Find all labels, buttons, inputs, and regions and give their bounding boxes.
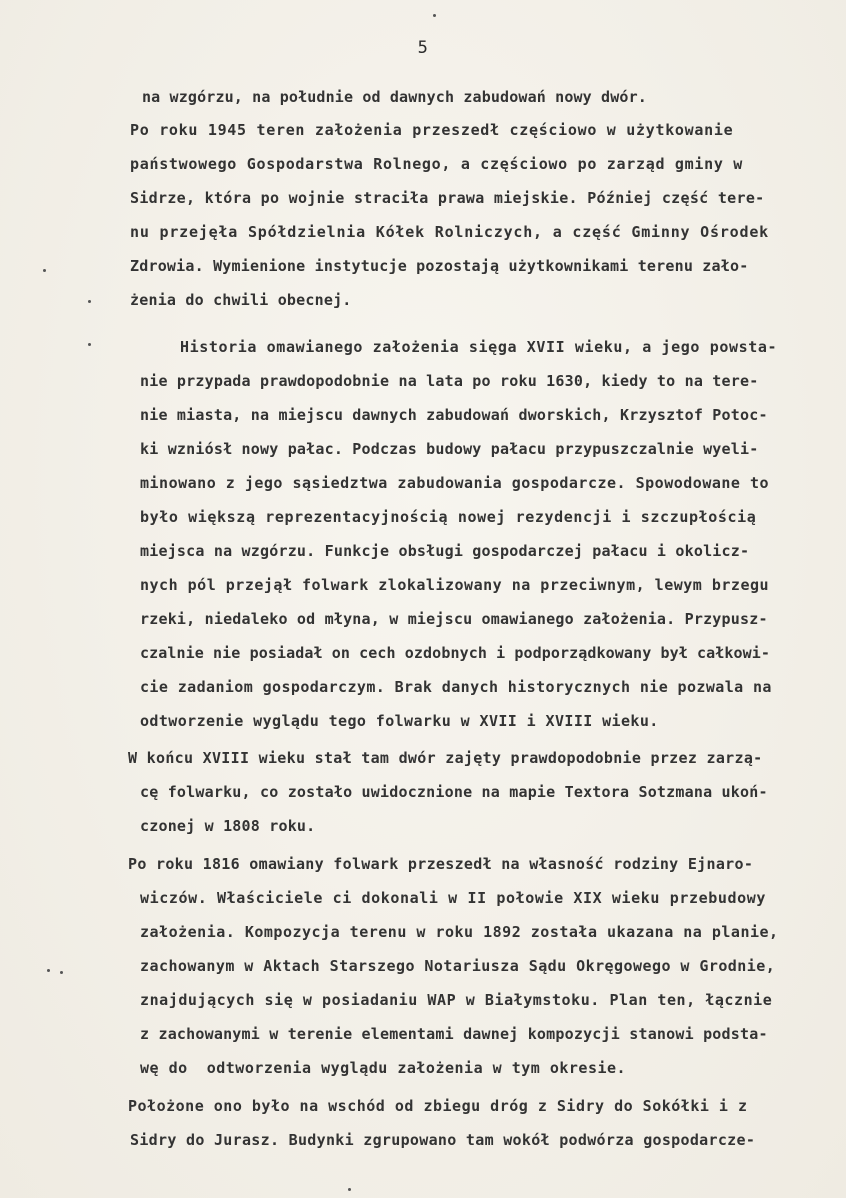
text-line: cę folwarku, co zostało uwidocznione na mapie Textora Sotzmana ukoń- (140, 783, 768, 801)
text-line: nie miasta, na miejscu dawnych zabudowań dworskich, Krzysztof Potoc- (140, 406, 768, 424)
text-line: czalnie nie posiadał on cech ozdobnych i podporządkowany był całkowi- (140, 644, 771, 662)
text-line: nu przejęła Spółdzielnia Kółek Rolniczych, a część Gminny Ośrodek (130, 223, 769, 241)
text-line: Sidry do Jurasz. Budynki zgrupowano tam wokół podwórza gospodarcze- (130, 1131, 756, 1149)
text-line: ki wzniósł nowy pałac. Podczas budowy pałacu przypuszczalnie wyeli- (140, 440, 759, 458)
text-line: czonej w 1808 roku. (140, 817, 316, 835)
text-line: miejsca na wzgórzu. Funkcje obsługi gospodarczej pałacu i okolicz- (140, 542, 750, 560)
text-line: W końcu XVIII wieku stał tam dwór zajęty prawdopodobnie przez zarzą- (128, 749, 763, 767)
paper-speck (88, 343, 91, 346)
text-line: było większą reprezentacyjnością nowej rezydencji i szczupłością (140, 508, 757, 526)
text-line: Po roku 1945 teren założenia przeszedł częściowo w użytkowanie (130, 121, 734, 139)
text-line: Sidrze, która po wojnie straciła prawa miejskie. Później część tere- (130, 189, 765, 207)
paper-speck (348, 1188, 351, 1191)
page-number: 5 (417, 38, 429, 58)
text-line: wę do odtworzenia wyglądu założenia w tym okresie. (140, 1059, 627, 1077)
text-line: państwowego Gospodarstwa Rolnego, a częściowo po zarząd gminy w (130, 155, 744, 173)
text-line: Zdrowia. Wymienione instytucje pozostają użytkownikami terenu zało- (130, 257, 749, 275)
text-line: Położone ono było na wschód od zbiegu dróg z Sidry do Sokółki i z (128, 1097, 748, 1115)
text-line: znajdujących się w posiadaniu WAP w Białymstoku. Plan ten, łącznie (140, 991, 773, 1009)
text-line: założenia. Kompozycja terenu w roku 1892 została ukazana na planie, (140, 923, 779, 941)
text-line: na wzgórzu, na południe od dawnych zabudowań nowy dwór. (142, 88, 647, 106)
text-line: żenia do chwili obecnej. (130, 291, 352, 309)
paper-speck (43, 269, 46, 272)
text-line: z zachowanymi w terenie elementami dawnej kompozycji stanowi podsta- (140, 1025, 768, 1043)
text-line: wiczów. Właściciele ci dokonali w II połowie XIX wieku przebudowy (140, 889, 766, 907)
text-line: Po roku 1816 omawiany folwark przeszedł na własność rodziny Ejnaro- (128, 855, 754, 873)
text-line: zachowanym w Aktach Starszego Notariusza Sądu Okręgowego w Grodnie, (140, 957, 776, 975)
text-line: odtworzenie wyglądu tego folwarku w XVII i XVIII wieku. (140, 712, 659, 730)
text-line: Historia omawianego założenia sięga XVII wieku, a jego powsta- (180, 338, 778, 356)
paper-speck (60, 971, 63, 974)
paper-speck (47, 969, 50, 972)
text-line: minowano z jego sąsiedztwa zabudowania gospodarcze. Spowodowane to (140, 474, 770, 492)
paper-speck (88, 300, 91, 303)
text-line: nych pól przejął folwark zlokalizowany na przeciwnym, lewym brzegu (140, 576, 770, 594)
text-line: rzeki, niedaleko od młyna, w miejscu omawianego założenia. Przypusz- (140, 610, 768, 628)
paper-speck (433, 14, 436, 17)
text-line: nie przypada prawdopodobnie na lata po roku 1630, kiedy to na tere- (140, 372, 759, 390)
text-line: cie zadaniom gospodarczym. Brak danych historycznych nie pozwala na (140, 678, 772, 696)
